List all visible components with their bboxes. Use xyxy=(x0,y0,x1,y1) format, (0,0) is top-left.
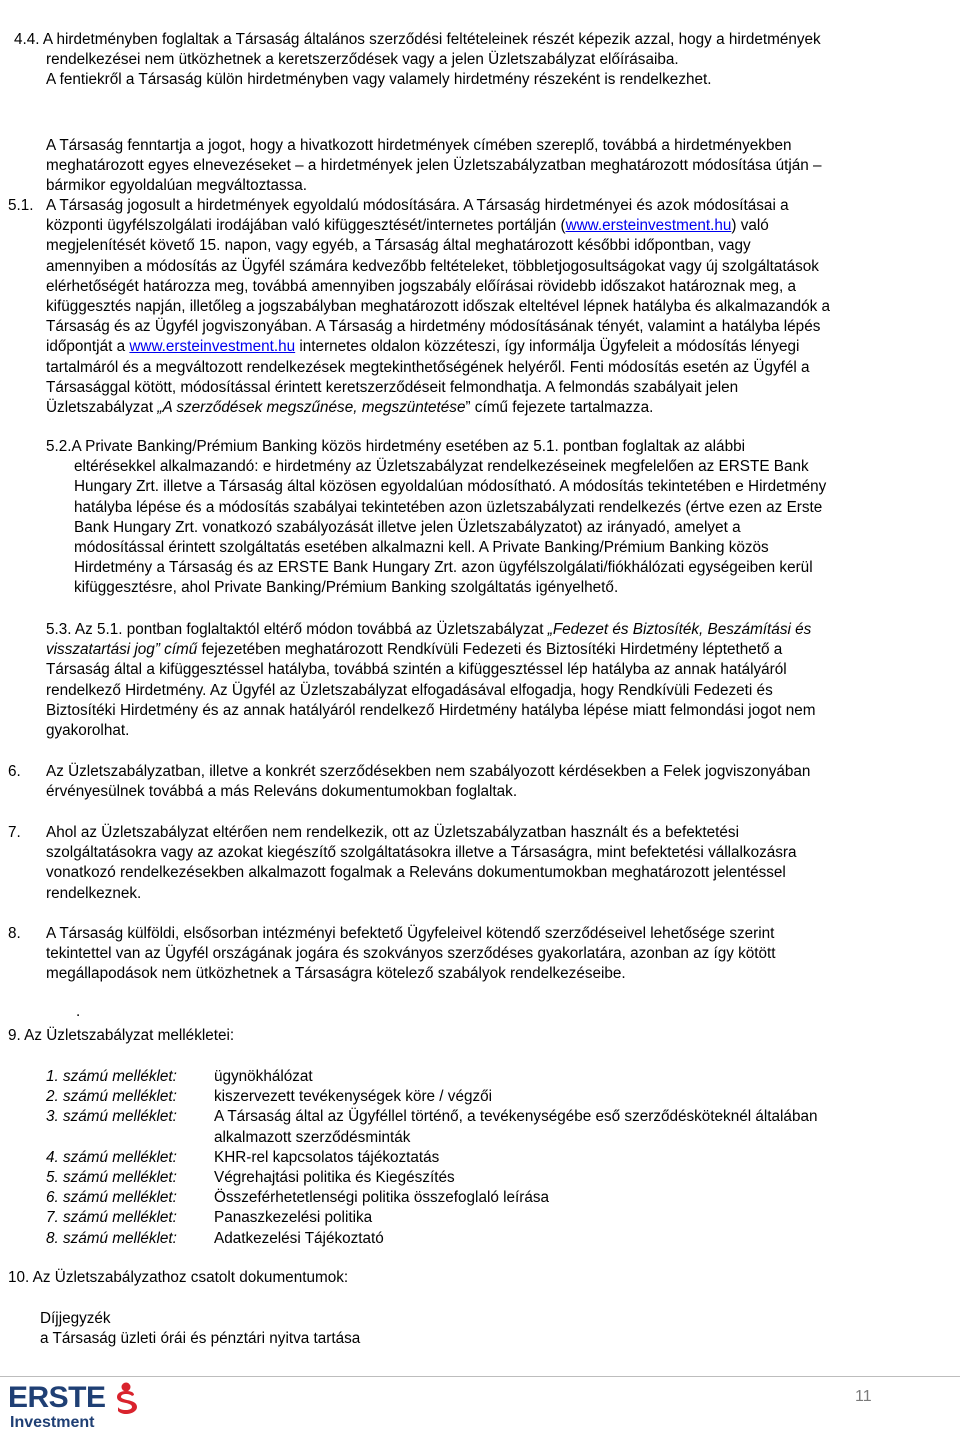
section-number: 5.1. xyxy=(8,197,34,214)
document-item: Díjjegyzék xyxy=(40,1310,111,1327)
annex-title: A Társaság által az Ügyféllel történő, a tevékenységébe eső szerződésköteknél általában xyxy=(214,1108,818,1126)
document-item: a Társaság üzleti órái és pénztári nyitva tartása xyxy=(40,1330,361,1348)
text-line: rendelkező Hirdetmény. Az Ügyfél az Üzletszabályzat elfogadásával elfogadja, hogy Rendkívüli Fedezeti és xyxy=(46,681,773,699)
text-line: kifüggesztés napján, illetőleg a jogszabályban meghatározott időszak elteltével lépnek hatályba és alkalmazandók a xyxy=(46,298,831,316)
footer-divider xyxy=(0,1376,960,1377)
text-line: érvényesülnek továbbá a más Releváns dokumentumokban foglaltak. xyxy=(46,783,518,801)
section-5-2 xyxy=(46,437,950,599)
annex-title: KHR-rel kapcsolatos tájékoztatás xyxy=(214,1148,440,1166)
text-line: tekintettel van az Ügyfél országának jogára és szokványos szerződéses gyakorlatára, azonban az így kötött xyxy=(46,945,776,963)
text-line: Bank Hungary Zrt. vonatkozó szabályozását illetve jelen Üzletszabályzatot) az irányadó, amelyet a xyxy=(74,518,741,536)
text-line: megállapodások nem ütközhetnek a Társaságra kötelező szabályok rendelkezéseibe. xyxy=(46,965,626,983)
text-line: A Társaság fenntartja a jogot, hogy a hivatkozott hirdetmények címében szereplő, továbbá a hirdetményekben xyxy=(46,137,792,154)
annex-row xyxy=(46,1087,950,1107)
text-line: A Társaság jogosult a hirdetmények egyoldalú módosítására. A Társaság hirdetményei és azok módosításai a xyxy=(46,197,789,214)
text-line: vonatkozó rendelkezésekben alkalmazott fogalmak a Releváns dokumentumokban meghatározott jelentéssel xyxy=(46,864,786,882)
annex-label xyxy=(46,1128,214,1148)
annex-row xyxy=(46,1188,950,1208)
paragraph-4-4 xyxy=(14,30,950,91)
ersteinvestment-link[interactable]: www.ersteinvestment.hu xyxy=(129,338,296,356)
section-7 xyxy=(46,823,950,904)
text-segment: időpontját a xyxy=(46,338,130,356)
text-segment: központi ügyfélszolgálati irodájában való kifüggesztését/internetes portálján ( xyxy=(46,217,566,235)
section-6 xyxy=(46,762,950,802)
annex-label: 6. számú melléklet: xyxy=(46,1189,177,1207)
text-line: Az Üzletszabályzatban, illetve a konkrét szerződésekben nem szabályozott kérdésekben a Felek jogviszonyában xyxy=(46,763,811,780)
text-line: eltérésekkel alkalmazandó: e hirdetmény az Üzletszabályzat rendelkezéseinek megfelelően az ERSTE Bank xyxy=(74,458,809,476)
text-segment: fejezetében meghatározott Rendkívüli Fedezeti és Biztosítéki Hirdetmény léptethető a xyxy=(197,641,783,659)
annex-row xyxy=(46,1168,950,1188)
annex-label: 7. számú melléklet: xyxy=(46,1209,177,1227)
text-line: Ahol az Üzletszabályzat eltérően nem rendelkezik, ott az Üzletszabályzatban használt és a befektetési xyxy=(46,824,739,841)
chapter-title: „A szerződések megszűnése, megszüntetése xyxy=(157,399,466,417)
annex-title: kiszervezett tevékenységek köre / végzői xyxy=(214,1088,493,1106)
annex-title: Összeférhetetlenségi politika összefoglaló leírása xyxy=(214,1189,550,1207)
text-line: tartalmáról és a megváltozott rendelkezések megtekinthetőségének helyéről. Fenti módosítás esetén az Ügyfél a xyxy=(46,358,810,376)
text-line: amennyiben a módosítás az Ügyfél számára kedvezőbb feltételeket, többletjogosultságokat vagy új szolgáltatások xyxy=(46,257,819,275)
annex-row xyxy=(46,1208,950,1228)
section-number: 8. xyxy=(8,925,21,942)
text-line: Társasággal kötött, módosítással érintett keretszerződéseit felmondhatja. A felmondás szabályait jelen xyxy=(46,378,739,396)
chapter-title: „Fedezet és Biztosíték, Beszámítási és xyxy=(547,621,812,638)
text-segment: ” című fejezete tartalmazza. xyxy=(465,399,654,417)
annex-label: 4. számú melléklet: xyxy=(46,1148,177,1166)
annex-title: Panaszkezelési politika xyxy=(214,1209,373,1227)
section-5-1 xyxy=(46,196,950,418)
text-line: bármikor egyoldalúan megváltoztassa. xyxy=(46,177,308,195)
text-line: Hirdetmény a Társaság és az ERSTE Bank Hungary Zrt. azon ügyfélszolgálati/fiókhálózati egységeiben kerül xyxy=(74,559,813,577)
annex-list xyxy=(46,1067,950,1249)
logo-wordmark: ERSTE xyxy=(8,1381,106,1414)
paragraph-reservation xyxy=(46,136,950,197)
section-number: 6. xyxy=(8,763,21,780)
text-line: rendelkezései nem ütközhetnek a keretszerződések vagy a jelen Üzletszabályzat előírásaiba. xyxy=(46,51,679,69)
annex-row xyxy=(46,1229,950,1249)
section-10-heading: 10. Az Üzletszabályzathoz csatolt dokumentumok: xyxy=(8,1269,349,1286)
text-line: 5.2.A Private Banking/Prémium Banking közös hirdetmény esetében az 5.1. pontban foglaltak az alábbi xyxy=(46,438,745,455)
text-line: A fentiekről a Társaság külön hirdetményben vagy valamely hirdetmény részeként is rendelkezhet. xyxy=(46,71,712,89)
section-9-heading: 9. Az Üzletszabályzat mellékletei: xyxy=(8,1027,235,1044)
text-line: elérhetőségét határozza meg, továbbá amennyiben jogszabály előírásai rövidebb időszakot határoznak meg, a xyxy=(46,277,797,295)
erste-investment-logo xyxy=(8,1382,148,1440)
annex-row xyxy=(46,1067,950,1087)
text-segment: Üzletszabályzat xyxy=(46,399,158,417)
text-line: Társaság és az Ügyfél jogviszonyában. A Társaság a hirdetmény módosításának tényét, valamint a hatályba lépés xyxy=(46,318,821,336)
text-line: 4.4. A hirdetményben foglaltak a Társaság általános szerződési feltételeinek részét képezik azzal, hogy a hirdetmények xyxy=(14,31,821,48)
section-5-3 xyxy=(46,620,950,741)
annex-label: 2. számú melléklet: xyxy=(46,1088,177,1106)
page-number: 11 xyxy=(855,1388,872,1405)
text-line: módosítással érintett szolgáltatás esetében alkalmazni kell. A Private Banking/Prémium Banking közös xyxy=(74,539,769,557)
text-segment: 5.3. Az 5.1. pontban foglaltaktól eltérő módon továbbá az Üzletszabályzat xyxy=(46,621,548,638)
text-line: szolgáltatásokra vagy az azokat kiegészítő szolgáltatásokra illetve a Társaságra, mint befektetési vállalkozásra xyxy=(46,844,797,862)
text-line: meghatározott egyes elnevezéseket – a hirdetmények jelen Üzletszabályzatban meghatározott módosítása útján – xyxy=(46,157,822,175)
text-line: A Társaság külföldi, elsősorban intézményi befektető Ügyfeleivel kötendő szerződéseivel lehetősége szerint xyxy=(46,925,775,942)
text-line: gyakorolhat. xyxy=(46,722,130,740)
text-line: hatályba lépése és a módosítás szabályai tekintetében azon üzletszabályzati rendelkezés (értve ezen az Erste xyxy=(74,498,823,516)
annex-row xyxy=(46,1148,950,1168)
annex-label: 3. számú melléklet: xyxy=(46,1108,177,1126)
text-line: Társaság által a kifüggesztéssel hatályba, továbbá szintén a kifüggesztéssel lép hatályba az annak hatályáról xyxy=(46,661,787,679)
annex-title: ügynökhálózat xyxy=(214,1068,313,1085)
text-line: rendelkeznek. xyxy=(46,884,142,902)
text-line: Hungary Zrt. illetve a Társaság által közösen egyoldalúan módosítható. A módosítás tekintetében e Hirdetmény xyxy=(74,478,827,496)
attached-documents xyxy=(40,1309,940,1349)
annex-label: 5. számú melléklet: xyxy=(46,1168,177,1186)
annex-title: Végrehajtási politika és Kiegészítés xyxy=(214,1168,455,1186)
logo-subtitle: Investment xyxy=(10,1414,95,1431)
section-8 xyxy=(46,924,950,985)
annex-label: 1. számú melléklet: xyxy=(46,1068,177,1085)
text-segment: internetes oldalon közzéteszi, így informálja Ügyfeleit a módosítás lényegi xyxy=(295,338,800,356)
annex-row xyxy=(46,1107,950,1127)
erste-s-logo-icon xyxy=(112,1382,140,1414)
chapter-title: visszatartási jog” című xyxy=(46,641,198,659)
annex-label: 8. számú melléklet: xyxy=(46,1229,177,1247)
section-number: 7. xyxy=(8,824,21,841)
annex-title: alkalmazott szerződésminták xyxy=(214,1128,411,1146)
annex-row xyxy=(46,1128,950,1148)
stray-dot: . xyxy=(76,1003,81,1020)
text-line: Biztosítéki Hirdetmény és az annak hatályáról rendelkező Hirdetmény hatályba lépése miatt felmondási jogot nem xyxy=(46,701,816,719)
ersteinvestment-link[interactable]: www.ersteinvestment.hu xyxy=(565,217,732,235)
text-line: kifüggesztésre, ahol Private Banking/Prémium Banking szolgáltatás igényelhető. xyxy=(74,579,619,597)
annex-title: Adatkezelési Tájékoztató xyxy=(214,1229,384,1247)
text-segment: ) való xyxy=(731,217,769,235)
text-line: megjelenítését követő 15. napon, vagy egyéb, a Társaság által meghatározott későbbi időpontban, vagy xyxy=(46,237,751,255)
